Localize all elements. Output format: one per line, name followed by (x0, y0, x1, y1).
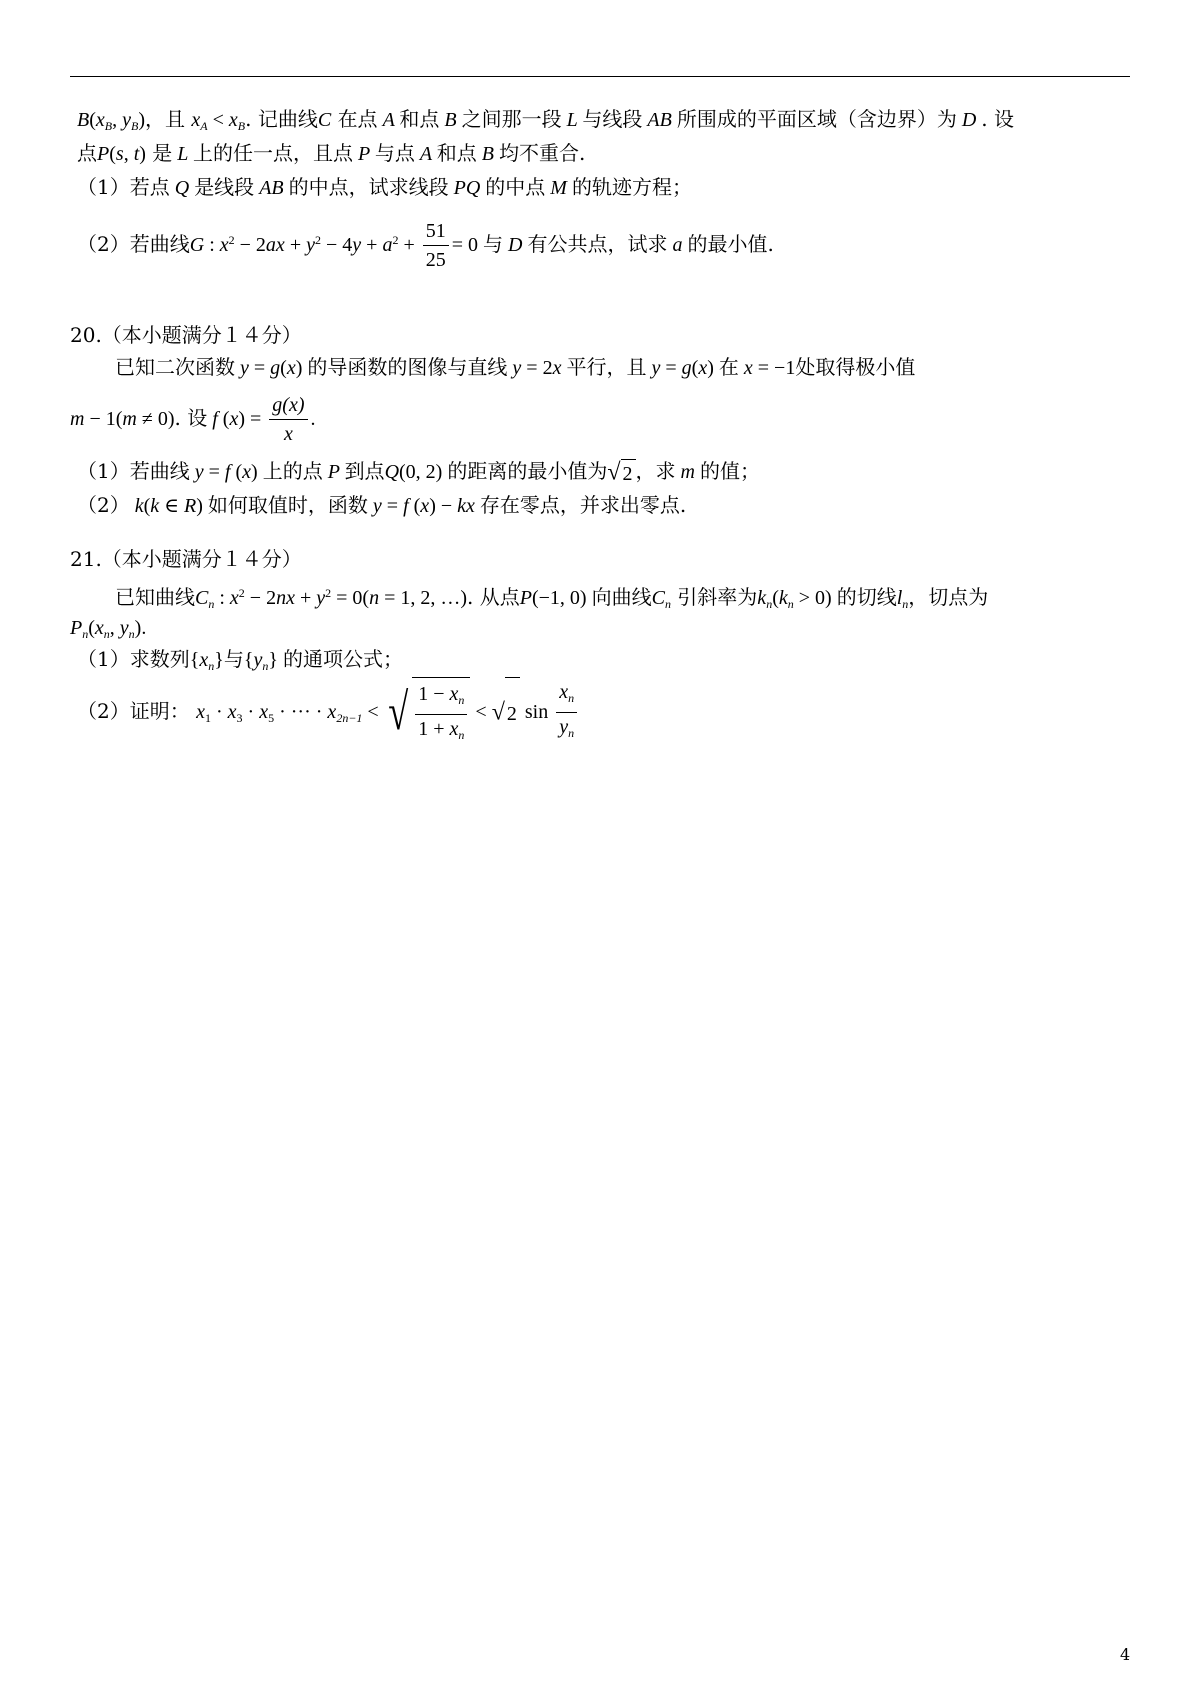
q20-header: 20.（本小题满分１４分） (70, 323, 302, 347)
q19-part-1: （1）若点 Q 是线段 AB 的中点，试求线段 PQ 的中点 M 的轨迹方程； (77, 175, 692, 199)
q21-line-1: 已知曲线$C_n$ : $x^2 - 2nx + y^2 = 0(n = 1$, 2, …). 从点P(−1, 0) 向曲线$C_n$ 引斜率为$k_n(k_n > 0)$ 的切线$l_n$，切点为 (115, 585, 989, 611)
fraction-gx-over-x: $\frac{g(x)}{x}$ (269, 391, 307, 448)
q20-line-2: m − 1(m ≠ 0). 设 f (x) = $\frac{g(x)}{x}$ . (70, 386, 316, 451)
q19-part-2: （2）若曲线G : $x^2 - 2ax + y^2 - 4y + a^2$ + $\frac{51}{25}$ = 0 与 D 有公共点，试求 a 的最小值. (77, 208, 774, 277)
header-rule (70, 76, 1130, 77)
q20-part-1: （1）若曲线 y = f (x) 上的点 P 到点Q(0, 2) 的距离的最小值为√ 2 ，求 m 的值； (77, 459, 760, 486)
sqrt-fraction: √ $\frac{1 - x_n}{1 + x_n}$ (384, 676, 471, 749)
q19-line-2: 点P(s, t) 是 L 上的任一点，且点 P 与点 A 和点 B 均不重合. (77, 141, 586, 165)
sqrt-2-b: √ 2 (492, 676, 520, 748)
fraction-xn-over-yn: $\frac{x_n}{y_n}$ (556, 678, 577, 747)
q21-part-1: （1）求数列$\{x_n\}$与$\{y_n\}$ 的通项公式； (77, 647, 403, 673)
q20-part-2: （2） k(k ∈ R) 如何取值时，函数 y = f (x) − kx 存在零点，并求出零点. (77, 493, 687, 517)
sqrt-2: √ 2 (607, 458, 635, 486)
q21-line-2: $P_n(x_n$, $y_n$). (70, 617, 147, 641)
q19-line-1: $B(x_B$, $y_B$)，且 $x_A < x_B$. 记曲线C 在点 A 和点 B 之间那一段 L 与线段 AB 所围成的平面区域（含边界）为 D . 设 (77, 107, 1015, 133)
q21-header: 21.（本小题满分１４分） (70, 547, 302, 571)
fraction-51-25: $\frac{51}{25}$ (423, 217, 449, 274)
q20-line-1: 已知二次函数 y = g(x) 的导函数的图像与直线 y = 2x 平行，且 y = g(x) 在 x = −1处取得极小值 (115, 355, 916, 379)
q21-part-2: （2）证明： $x_1 \cdot x_3 \cdot x_5$ · ··· · $x_{2n-1}$ < √ $\frac{1 - x_n}{1 + x_n}$ < √ 2 sin $\frac{x_n}{y_n}$ (77, 676, 580, 753)
page-number: 4 (1120, 1645, 1131, 1664)
